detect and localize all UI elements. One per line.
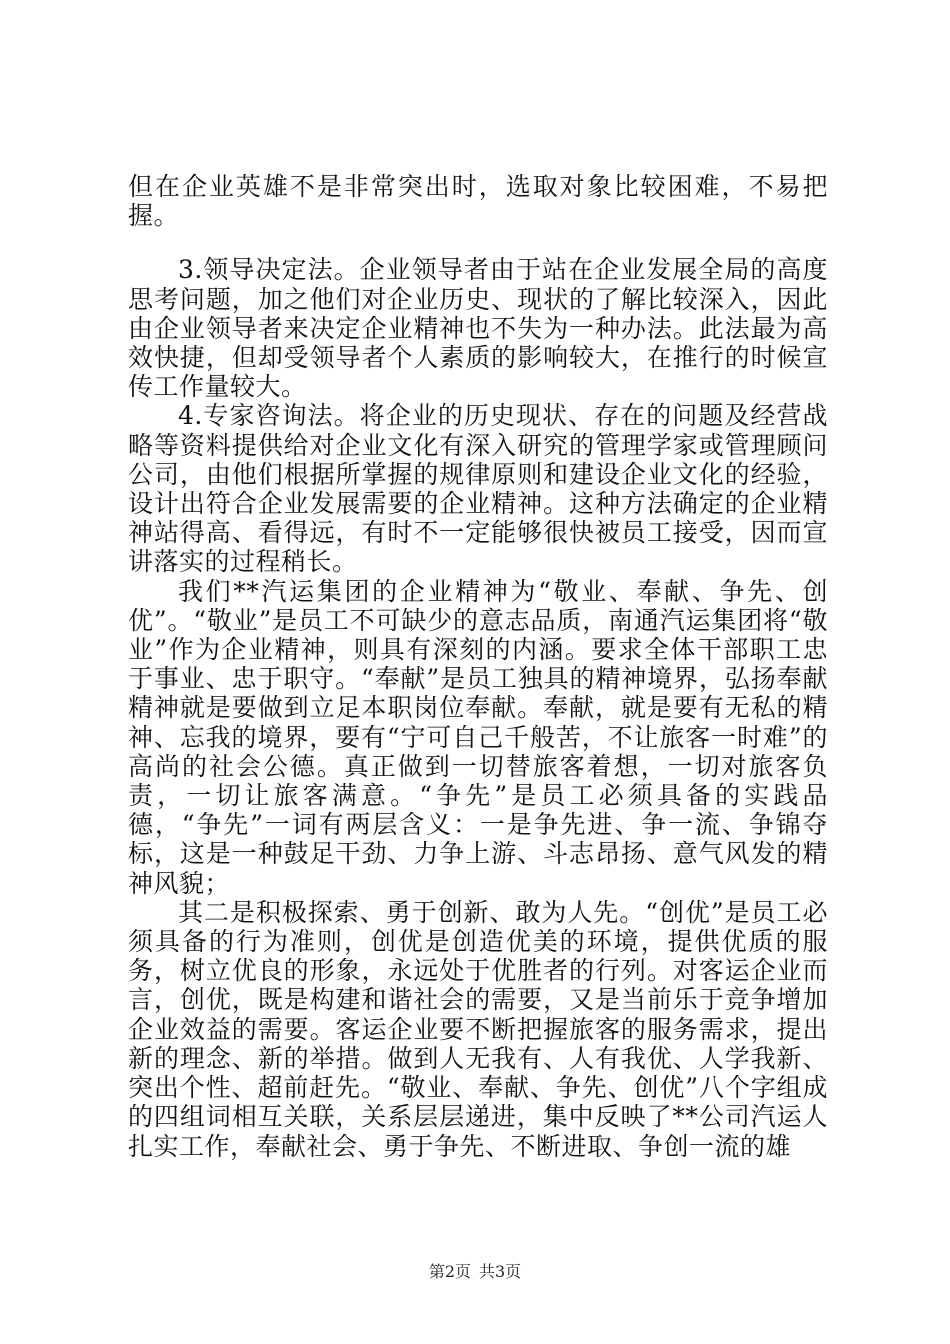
paragraph-enterprise-spirit: 我们**汽运集团的企业精神为“敬业、奉献、争先、创优”。“敬业”是员工不可缺少的意志品质，南通汽运集团将“敬业”作为企业精神，则具有深刻的内涵。要求全体干部职工忠于事业、忠于职守。“奉献”是员工独具的精神境界，弘扬奉献精神就是要做到立足本职岗位奉献。奉献，就是要有无私的精神、忘我的境界，要有“宁可自己千般苦，不让旅客一时难”的高尚的社会公德。真正做到一切替旅客着想，一切对旅客负责，一切让旅客满意。“争先”是员工必须具备的实践品德，“争先”一词有两层含义：一是争先进、争一流、争锦夺标，这是一种鼓足干劲、力争上游、斗志昂扬、意气风发的精神风貌；	[128, 576, 828, 898]
paragraph-leader-decision: 3.领导决定法。企业领导者由于站在企业发展全局的高度思考问题，加之他们对企业历史、现状的了解比较深入，因此由企业领导者来决定企业精神也不失为一种办法。此法最为高效快捷，但却受领导者个人素质的影响较大，在推行的时候宣传工作量较大。	[128, 255, 828, 402]
page-total: 共3页	[479, 1262, 522, 1281]
document-body	[128, 172, 828, 1161]
paragraph-second-meaning: 其二是积极探索、勇于创新、敢为人先。“创优”是员工必须具备的行为准则，创优是创造优美的环境，提供优质的服务，树立优良的形象，永远处于优胜者的行列。对客运企业而言，创优，既是构建和谐社会的需要，又是当前乐于竞争增加企业效益的需要。客运企业要不断把握旅客的服务需求，提出新的理念、新的举措。做到人无我有、人有我优、人学我新、突出个性、超前赶先。“敬业、奉献、争先、创优”八个字组成的四组词相互关联，关系层层递进，集中反映了**公司汽运人扎实工作，奉献社会、勇于争先、不断进取、争创一流的雄	[128, 897, 828, 1161]
paragraph-continued: 但在企业英雄不是非常突出时，选取对象比较困难，不易把握。	[128, 172, 828, 231]
paragraph-gap	[128, 230, 828, 255]
paragraph-expert-consult: 4.专家咨询法。将企业的历史现状、存在的问题及经营战略等资料提供给对企业文化有深入研究的管理学家或管理顾问公司，由他们根据所掌握的规律原则和建设企业文化的经验，设计出符合企业发展需要的企业精神。这种方法确定的企业精神站得高、看得远，有时不一定能够很快被员工接受，因而宣讲落实的过程稍长。	[128, 401, 828, 577]
page-number: 第2页	[428, 1262, 471, 1281]
page-footer	[0, 1262, 950, 1282]
